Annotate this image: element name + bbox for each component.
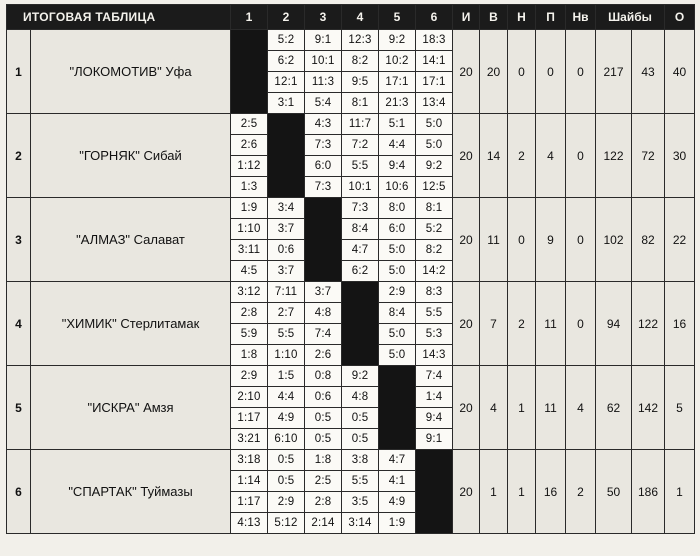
goals-against: 142 [632,366,665,450]
team-row [7,282,695,303]
points: 16 [665,282,695,366]
match-score: 9:4 [416,408,453,429]
match-score: 5:5 [342,156,379,177]
match-score: 8:1 [342,93,379,114]
match-score: 11:7 [342,114,379,135]
match-score: 2:6 [231,135,268,156]
match-score: 5:0 [416,135,453,156]
team-row [7,114,695,135]
match-score: 9:1 [305,30,342,51]
match-score: 0:5 [305,429,342,450]
match-score: 5:0 [379,261,416,282]
self-match-block [416,450,453,534]
round-header: 3 [305,5,342,30]
standings-table [6,4,695,534]
ot-losses: 0 [566,114,596,198]
match-score: 2:5 [231,114,268,135]
match-score: 4:1 [379,471,416,492]
match-score: 5:2 [416,219,453,240]
match-score: 1:9 [231,198,268,219]
losses: 0 [536,30,566,114]
match-score: 1:8 [305,450,342,471]
match-score: 5:4 [305,93,342,114]
match-score: 9:1 [416,429,453,450]
match-score: 4:3 [305,114,342,135]
match-score: 2:5 [305,471,342,492]
points: 22 [665,198,695,282]
match-score: 4:8 [342,387,379,408]
match-score: 10:6 [379,177,416,198]
match-score: 2:9 [231,366,268,387]
draws: 1 [508,450,536,534]
standings-body [7,30,695,534]
match-score: 5:2 [268,30,305,51]
match-score: 3:1 [268,93,305,114]
match-score: 18:3 [416,30,453,51]
match-score: 0:5 [305,408,342,429]
goals-against: 82 [632,198,665,282]
match-score: 5:5 [342,471,379,492]
match-score: 12:1 [268,72,305,93]
draws: 0 [508,30,536,114]
goals-for: 102 [596,198,632,282]
match-score: 4:7 [379,450,416,471]
match-score: 6:2 [342,261,379,282]
match-score: 6:10 [268,429,305,450]
draws: 0 [508,198,536,282]
losses-header: П [536,5,566,30]
match-score: 1:12 [231,156,268,177]
match-score: 1:4 [416,387,453,408]
round-header: 2 [268,5,305,30]
match-score: 14:1 [416,51,453,72]
table-title: ИТОГОВАЯ ТАБЛИЦА [7,5,231,30]
draws-header: Н [508,5,536,30]
match-score: 8:2 [416,240,453,261]
match-score: 3:8 [342,450,379,471]
match-score: 9:2 [342,366,379,387]
losses: 16 [536,450,566,534]
match-score: 8:1 [416,198,453,219]
team-position: 6 [7,450,31,534]
match-score: 4:4 [379,135,416,156]
match-score: 3:14 [342,513,379,534]
games-played: 20 [453,30,480,114]
match-score: 3:4 [268,198,305,219]
match-score: 2:8 [305,492,342,513]
draws: 2 [508,282,536,366]
wins: 11 [480,198,508,282]
ot-losses-header: Нв [566,5,596,30]
match-score: 2:8 [231,303,268,324]
match-score: 1:10 [268,345,305,366]
match-score: 14:3 [416,345,453,366]
match-score: 2:14 [305,513,342,534]
games-played: 20 [453,366,480,450]
match-score: 4:9 [379,492,416,513]
games-played: 20 [453,198,480,282]
match-score: 5:12 [268,513,305,534]
games-played: 20 [453,450,480,534]
wins: 4 [480,366,508,450]
match-score: 9:5 [342,72,379,93]
match-score: 1:5 [268,366,305,387]
match-score: 10:1 [342,177,379,198]
match-score: 3:12 [231,282,268,303]
goals-against: 186 [632,450,665,534]
match-score: 4:7 [342,240,379,261]
team-name: "ГОРНЯК" Сибай [31,114,231,198]
match-score: 2:10 [231,387,268,408]
team-row [7,198,695,219]
match-score: 1:17 [231,408,268,429]
match-score: 5:0 [379,345,416,366]
match-score: 7:2 [342,135,379,156]
match-score: 1:10 [231,219,268,240]
goals-against: 72 [632,114,665,198]
match-score: 12:3 [342,30,379,51]
goals-header: Шайбы [596,5,665,30]
match-score: 4:5 [231,261,268,282]
goals-against: 43 [632,30,665,114]
team-position: 4 [7,282,31,366]
goals-for: 50 [596,450,632,534]
header-row [7,5,695,30]
match-score: 3:5 [342,492,379,513]
match-score: 14:2 [416,261,453,282]
team-position: 5 [7,366,31,450]
round-header: 6 [416,5,453,30]
match-score: 5:0 [379,324,416,345]
match-score: 1:14 [231,471,268,492]
match-score: 17:1 [379,72,416,93]
goals-for: 94 [596,282,632,366]
match-score: 0:6 [268,240,305,261]
losses: 11 [536,282,566,366]
match-score: 4:4 [268,387,305,408]
team-row [7,450,695,471]
wins: 14 [480,114,508,198]
match-score: 8:2 [342,51,379,72]
team-name: "ХИМИК" Стерлитамак [31,282,231,366]
match-score: 5:3 [416,324,453,345]
losses: 4 [536,114,566,198]
match-score: 7:11 [268,282,305,303]
match-score: 5:1 [379,114,416,135]
self-match-block [268,114,305,198]
goals-for: 217 [596,30,632,114]
match-score: 8:0 [379,198,416,219]
match-score: 0:8 [305,366,342,387]
match-score: 10:2 [379,51,416,72]
match-score: 2:9 [379,282,416,303]
match-score: 1:9 [379,513,416,534]
wins: 7 [480,282,508,366]
team-row [7,30,695,51]
ot-losses: 0 [566,282,596,366]
ot-losses: 0 [566,198,596,282]
team-name: "АЛМАЗ" Салават [31,198,231,282]
self-match-block [305,198,342,282]
match-score: 5:0 [416,114,453,135]
points-header: О [665,5,695,30]
match-score: 0:5 [342,408,379,429]
match-score: 10:1 [305,51,342,72]
match-score: 0:6 [305,387,342,408]
goals-for: 122 [596,114,632,198]
team-row [7,366,695,387]
match-score: 7:3 [305,177,342,198]
team-position: 2 [7,114,31,198]
ot-losses: 2 [566,450,596,534]
team-name: "ИСКРА" Амзя [31,366,231,450]
match-score: 9:2 [416,156,453,177]
match-score: 17:1 [416,72,453,93]
match-score: 4:8 [305,303,342,324]
match-score: 1:8 [231,345,268,366]
match-score: 2:6 [305,345,342,366]
self-match-block [342,282,379,366]
match-score: 4:9 [268,408,305,429]
match-score: 5:5 [416,303,453,324]
match-score: 5:9 [231,324,268,345]
match-score: 2:7 [268,303,305,324]
match-score: 1:3 [231,177,268,198]
points: 40 [665,30,695,114]
match-score: 8:4 [342,219,379,240]
team-name: "ЛОКОМОТИВ" Уфа [31,30,231,114]
draws: 2 [508,114,536,198]
match-score: 0:5 [268,450,305,471]
match-score: 6:2 [268,51,305,72]
match-score: 7:3 [342,198,379,219]
self-match-block [231,30,268,114]
round-header: 5 [379,5,416,30]
match-score: 6:0 [379,219,416,240]
match-score: 0:5 [342,429,379,450]
match-score: 7:3 [305,135,342,156]
draws: 1 [508,366,536,450]
wins: 1 [480,450,508,534]
team-position: 1 [7,30,31,114]
team-name: "СПАРТАК" Туймазы [31,450,231,534]
match-score: 9:4 [379,156,416,177]
match-score: 5:5 [268,324,305,345]
match-score: 8:3 [416,282,453,303]
match-score: 9:2 [379,30,416,51]
match-score: 3:7 [268,261,305,282]
match-score: 11:3 [305,72,342,93]
ot-losses: 4 [566,366,596,450]
round-header: 1 [231,5,268,30]
round-header: 4 [342,5,379,30]
match-score: 5:0 [379,240,416,261]
points: 30 [665,114,695,198]
games-played: 20 [453,282,480,366]
match-score: 2:9 [268,492,305,513]
match-score: 1:17 [231,492,268,513]
losses: 11 [536,366,566,450]
match-score: 3:18 [231,450,268,471]
match-score: 7:4 [305,324,342,345]
goals-for: 62 [596,366,632,450]
match-score: 13:4 [416,93,453,114]
match-score: 7:4 [416,366,453,387]
match-score: 0:5 [268,471,305,492]
points: 5 [665,366,695,450]
team-position: 3 [7,198,31,282]
ot-losses: 0 [566,30,596,114]
match-score: 3:7 [268,219,305,240]
games-played: 20 [453,114,480,198]
match-score: 6:0 [305,156,342,177]
match-score: 3:21 [231,429,268,450]
standings-sheet [6,4,694,550]
goals-against: 122 [632,282,665,366]
match-score: 3:11 [231,240,268,261]
wins-header: В [480,5,508,30]
match-score: 4:13 [231,513,268,534]
match-score: 8:4 [379,303,416,324]
losses: 9 [536,198,566,282]
match-score: 3:7 [305,282,342,303]
match-score: 12:5 [416,177,453,198]
self-match-block [379,366,416,450]
games-header: И [453,5,480,30]
points: 1 [665,450,695,534]
match-score: 21:3 [379,93,416,114]
wins: 20 [480,30,508,114]
